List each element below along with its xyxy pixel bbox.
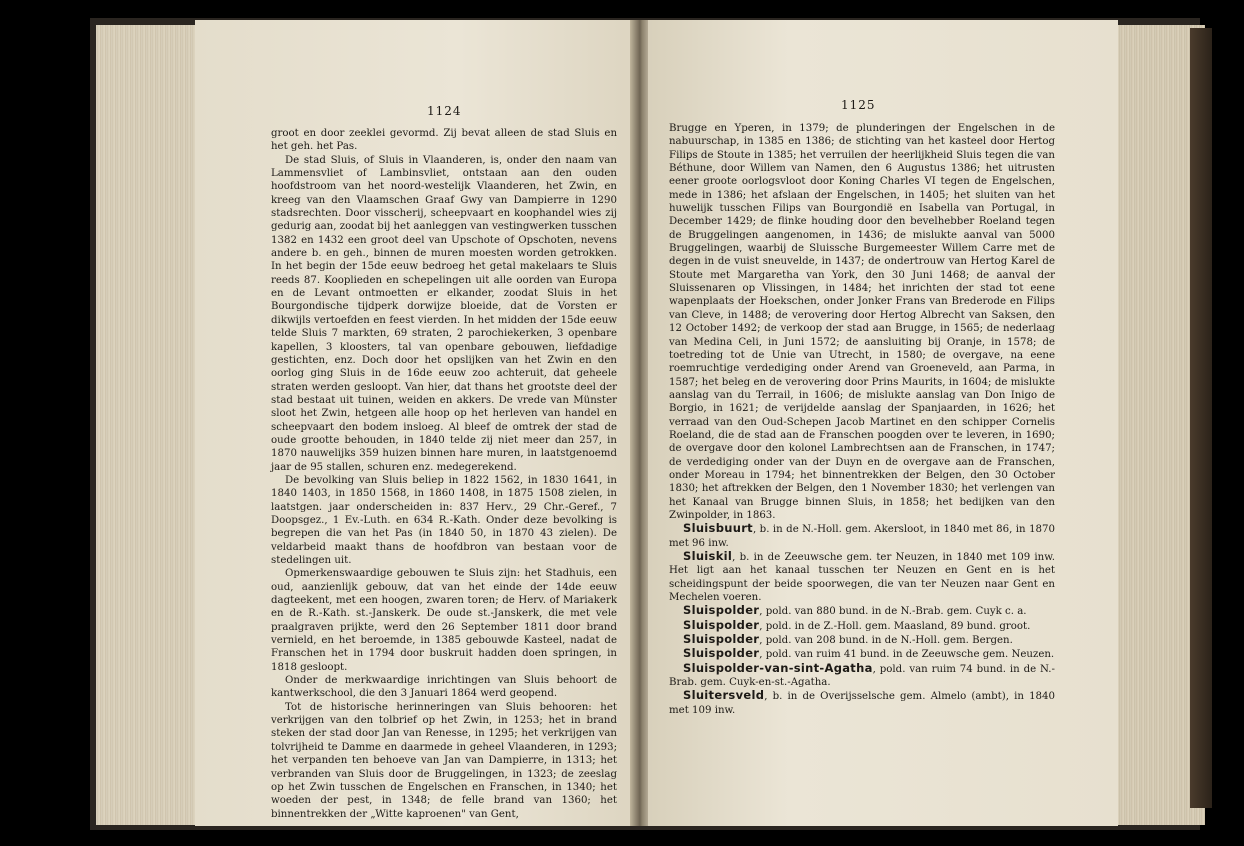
entry-text: , pold. van 208 bund. in de N.-Holl. gem. Bergen. — [759, 635, 1013, 647]
entry-text: , b. in de Overijsselsche gem. Almelo (ambt), in 1840 met 109 inw. — [669, 691, 1055, 716]
dictionary-entry — [669, 604, 1055, 618]
book-cover-edge — [1190, 28, 1212, 808]
paragraph: De stad Sluis, of Sluis in Vlaanderen, is, onder den naam van Lammensvliet of Lambinsvliet, ontstaan aan den ouden hoofdstroom van het noord-westelijk Vlaanderen, het Zwin, en kreeg van den Vlaamschen Graaf Gwy van Dampierre in 1290 stadsrechten. Door visscherij, scheepvaart en koophandel wies zij gedurig aan, zoodat bij het aanleggen van vestingwerken tusschen 1382 en 1432 een groot deel van Upschote of Opschoten, nevens andere b. en geh., binnen de muren moesten worden getrokken. In het begin der 15de eeuw bedroeg het getal makelaars te Sluis reeds 87. Kooplieden en schepelingen uit alle oorden van Europa en de Levant ontmoetten er elkander, zoodat Sluis in het Bourgondische tijdperk dorwijze bloeide, dat de Vorsten er dikwijls vertoefden en feest vierden. In het midden der 15de eeuw telde Sluis 7 markten, 69 straten, 2 parochiekerken, 3 openbare kapellen, 3 kloosters, tal van openbare gebouwen, liefdadige gestichten, enz. Doch door het opslijken van het Zwin en den oorlog ging Sluis in de 16de eeuw zoo achteruit, dat geheele straten werden gesloopt. Van hier, dat thans het grootste deel der stad bestaat uit tuinen, weiden en akkers. De vrede van Münster sloot het Zwin, hetgeen alle hoop op het herleven van handel en scheepvaart den bodem insloeg. Al bleef de omtrek der stad de oude grootte behouden, in 1840 telde zij niet meer dan 257, in 1870 nauwelijks 359 huizen binnen hare muren, in laatstgenoemd jaar de 95 stallen, schuren enz. medegerekend. — [271, 154, 617, 473]
paragraph: Brugge en Yperen, in 1379; de plunderingen der Engelschen in de nabuurschap, in 1385 en 1386; de stichting van het kasteel door Hertog Filips de Stoute in 1385; het verruilen der heerlijkheid Sluis tegen die van Béthune, door Willem van Namen, den 6 Augustus 1386; het uitrusten eener groote oorlogsvloot door Koning Charles VI tegen de Engelschen, mede in 1386; het afslaan der Engelschen, in 1405; het sluiten van het huwelijk tusschen Filips van Bourgondië en Isabella van Portugal, in December 1429; de flinke houding door den bevelhebber Roeland tegen de Bruggelingen aangenomen, in 1436; de mislukte aanval van 5000 Bruggelingen, waarbij de Sluissche Burgemeester Willem Carre met de degen in de vuist sneuvelde, in 1437; de ondertrouw van Hertog Karel de Stoute met Margaretha van York, den 30 Juni 1468; de aanval der Sluissenaren op Vlissingen, in 1484; het inrichten der stad tot eene wapenplaats der Hoekschen, onder Jonker Frans van Brederode en Filips van Cleve, in 1488; de verovering door Hertog Albrecht van Saksen, den 12 October 1492; de verkoop der stad aan Brugge, in 1565; de nederlaag van Medina Celi, in Juni 1572; de aansluiting bij Oranje, in 1578; de toetreding tot de Unie van Utrecht, in 1580; de overgave, na eene roemruchtige verdediging onder Arend van Groeneveld, aan Parma, in 1587; het beleg en de verovering door Prins Maurits, in 1604; de mislukte aanslag van du Terrail, in 1606; de mislukte aanslag van Don Inigo de Borgio, in 1621; de verijdelde aanslag der Spanjaarden, in 1626; het verraad van den Oud-Schepen Jacob Martinet en den schipper Cornelis Roeland, die de stad aan de Franschen poogden over te leveren, in 1690; de overgave door den kolonel Lambrechtsen aan de Franschen, in 1747; de verdediging onder van der Duyn en de overgave aan de Franschen, onder Moreau in 1794; het binnentrekken der Belgen, den 30 October 1830; het aftrekken der Belgen, den 1 November 1830; het verlengen van het Kanaal van Brugge binnen Sluis, in 1858; het bedijken van den Zwinpolder, in 1863. — [669, 123, 1055, 521]
dictionary-entry — [669, 619, 1055, 633]
paragraph: Onder de merkwaardige inrichtingen van Sluis behoort de kantwerkschool, die den 3 Januari 1864 werd geopend. — [271, 675, 617, 700]
dictionary-entry — [669, 647, 1055, 661]
entry-headword: Sluispolder — [683, 603, 760, 618]
right-page — [648, 20, 1118, 826]
page-body — [669, 122, 1055, 717]
entry-headword: Sluiskil — [683, 549, 733, 563]
dictionary-entry — [669, 522, 1055, 550]
entry-headword: Sluitersveld — [683, 688, 765, 703]
dictionary-entry — [669, 550, 1055, 604]
entry-text: , pold. van ruim 41 bund. in de Zeeuwsche gem. Neuzen. — [759, 649, 1055, 661]
entry-headword: Sluisbuurt — [683, 521, 753, 536]
left-page — [195, 20, 635, 826]
entry-headword: Sluispolder — [683, 617, 760, 632]
page-number: 1124 — [427, 104, 462, 118]
dictionary-entry — [669, 633, 1055, 647]
dictionary-entry — [669, 662, 1055, 690]
page-number: 1125 — [841, 98, 876, 112]
entry-headword: Sluispolder — [683, 646, 760, 661]
entry-headword: Sluispolder-van-sint-Agatha — [683, 660, 873, 675]
entry-text: , pold. van 880 bund. in de N.-Brab. gem. Cuyk c. a. — [759, 606, 1027, 618]
entry-headword: Sluispolder — [683, 632, 760, 647]
entry-text: , pold. in de Z.-Holl. gem. Maasland, 89 bund. groot. — [759, 620, 1031, 632]
paragraph: De bevolking van Sluis beliep in 1822 1562, in 1830 1641, in 1840 1403, in 1850 1568, in 1860 1408, in 1875 1508 zielen, in laatstgen. jaar onderscheiden in: 837 Herv., 29 Chr.-Geref., 7 Doopsgez., 1 Ev.-Luth. en 634 R.-Kath. Onder deze bevolking is begrepen die van het Pas (in 1840 50, in 1870 43 zielen). De veldarbeid maakt thans de hoofdbron van bestaan voor de stedelingen uit. — [271, 474, 617, 566]
dictionary-entry — [669, 689, 1055, 717]
paragraph: groot en door zeeklei gevormd. Zij bevat alleen de stad Sluis en het geh. het Pas. — [271, 128, 617, 153]
entry-text: , b. in de Zeeuwsche gem. ter Neuzen, in 1840 met 109 inw. Het ligt aan het kanaal tusschen ter Neuzen en Gent en is het scheidingspunt der beide spoorwegen, die van ter Neuzen naar Gent en Mechelen voeren. — [669, 552, 1055, 604]
paragraph: Opmerkenswaardige gebouwen te Sluis zijn: het Stadhuis, een oud, aanzienlijk gebouw, dat van het einde der 14de eeuw dagteekent, met een hoogen, zwaren toren; de Herv. of Mariakerk en de R.-Kath. st.-Janskerk. De oude st.-Janskerk, die met vele praalgraven prijkte, werd den 26 September 1811 door brand vernield, en het beroemde, in 1385 gebouwde Kasteel, nadat de Franschen het in 1794 door buskruit hadden doen springen, in 1818 gesloopt. — [271, 568, 617, 673]
entry-text: , pold. van ruim 74 bund. in de N.-Brab. gem. Cuyk-en-st.-Agatha. — [669, 663, 1055, 689]
left-page-edges — [96, 25, 196, 825]
page-body — [271, 127, 617, 821]
paragraph: Tot de historische herinneringen van Sluis behooren: het verkrijgen van den tolbrief op het Zwin, in 1253; het in brand steken der stad door Jan van Renesse, in 1295; het verkrijgen van tolvrijheid te Damme en daarmede in geheel Vlaanderen, in 1293; het verpanden ten behoeve van Jan van Dampierre, in 1313; het verbranden van Sluis door de Bruggelingen, in 1323; de zeeslag op het Zwin tusschen de Engelschen en Franschen, in 1340; het woeden der pest, in 1348; de felle brand van 1360; het binnentrekken der „Witte kaproenen" van Gent, — [271, 701, 617, 820]
entry-text: , b. in de N.-Holl. gem. Akersloot, in 1840 met 86, in 1870 met 96 inw. — [669, 524, 1055, 549]
